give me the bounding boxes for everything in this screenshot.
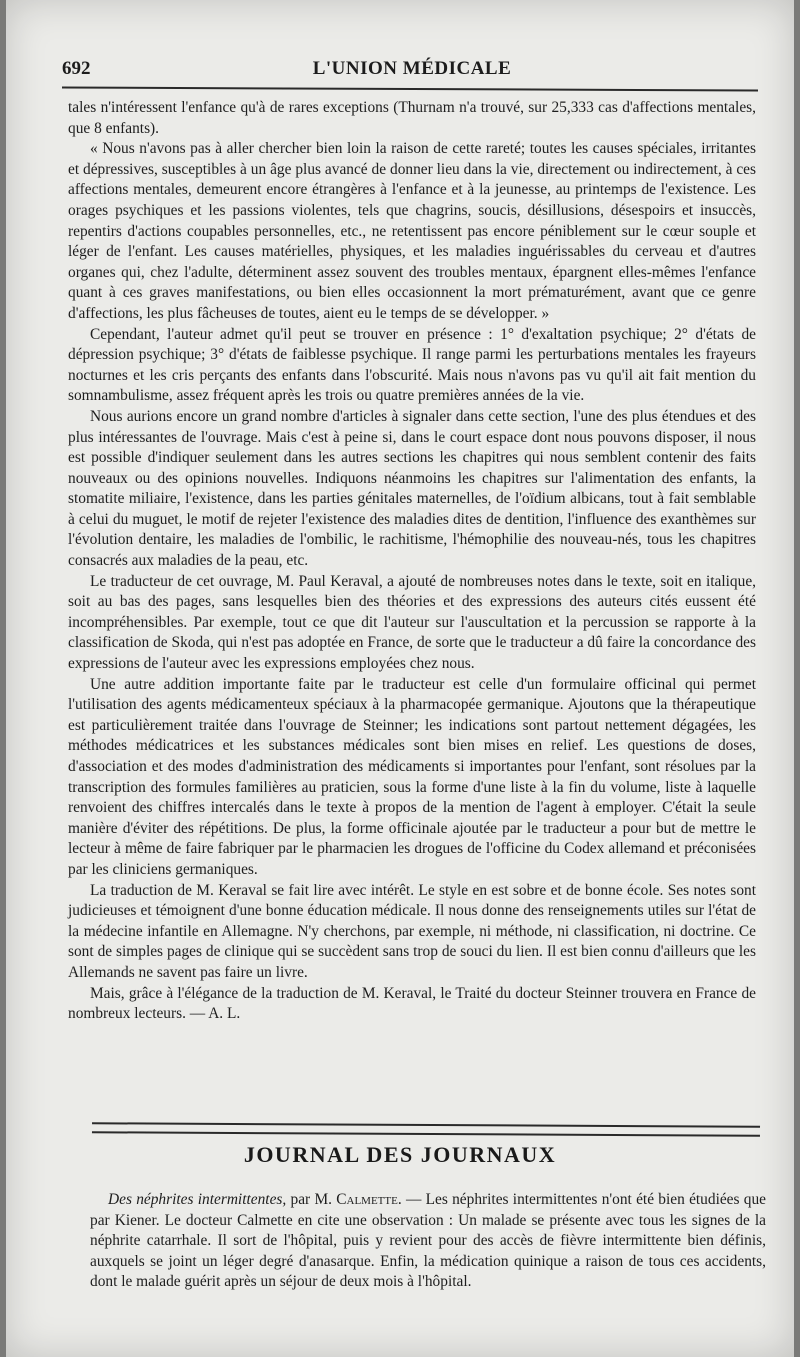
paragraph: « Nous n'avons pas à aller chercher bien loin la raison de cette rareté; toutes les causes spéciales, irritantes et dépressives, susceptibles à un âge plus avancé de donner lieu dans la vie, directement ou indirectement, à ces affections mentales, demeurent encore étrangères à l'enfance et à la jeunesse, au printemps de l'existence. Les orages psychiques et les passions violentes, tels que chagrins, soucis, désillusions, désespoirs et insuccès, repentirs d'actions coupables personnelles, etc., ne retentissent pas encore péniblement sur le cœur souple et léger de l'enfant. Les causes matérielles, physiques, et les maladies inguérissables du cerveau et d'autres organes qui, chez l'adulte, déterminent assez souvent des troubles mentaux, épargnent elles-mêmes l'enfance quant à ces graves manifestations, ou bien elles occasionnent la mort prématurément, avant que ce genre d'affections, les plus fâcheuses de toutes, aient eu le temps de se développer. » [68,140,756,322]
paragraph: Cependant, l'auteur admet qu'il peut se trouver en présence : 1° d'exaltation psychique; 2° d'états de dépression psychique; 3° d'états de faiblesse psychique. Il range parmi les perturbations mentales les frayeurs nocturnes et les cris perçants des enfants dans l'obscurité. Mais nous n'avons pas vu qu'il ait fait mention du somnambulisme, assez fréquent après les trois ou quatre premières années de la vie. [68,325,756,405]
page-number: 692 [62,58,91,79]
article-title: Des néphrites intermittentes, [108,1191,287,1208]
paragraph: Mais, grâce à l'élégance de la traduction de M. Keraval, le Traité du docteur Steinner trouvera en France de nombreux lecteurs. — A. L. [68,984,756,1023]
header-rule [62,86,758,91]
journal-entry [90,1190,766,1293]
section-title: JOURNAL DES JOURNAUX [243,1142,557,1167]
author-name: Calmette [336,1191,398,1208]
paragraph: tales n'intéressent l'enfance qu'à de rares exceptions (Thurnam n'a trouvé, sur 25,333 cas d'affections mentales, que 8 enfants). [68,99,756,137]
journal-paragraph [90,1190,766,1293]
page-header [62,58,762,84]
byline: par M. [286,1191,337,1208]
paragraph: La traduction de M. Keraval se fait lire avec intérêt. Le style en est sobre et de bonne école. Ses notes sont judicieuses et témoignent d'une bonne éducation médicale. Il nous donne des renseignements utiles sur l'état de la médecine infantile en Allemagne. N'y cherchons, par exemple, ni méthode, ni classification, ni doctrine. Ce sont de simples pages de clinique qui se succèdent sans trop de souci du lien. Il est bien connu d'ailleurs que les Allemands ne savent pas faire un livre. [68,881,756,981]
journal-text: . — Les néphrites intermittentes n'ont été bien étudiées que par Kiener. Le docteur Calmette en cite une observation : Un malade se présente avec tous les signes de la néphrite catarrhale. Il sort de l'hôpital, puis y revient pour des accès de fièvre intermittente bien définis, auxquels se joint un léger degré d'anasarque. Enfin, la médication quinique a raison de tous ces accidents, dont le malade guérit après un séjour de deux mois à l'hôpital. [90,1191,766,1291]
running-title: L'UNION MÉDICALE [312,58,512,79]
paragraph: Le traducteur de cet ouvrage, M. Paul Keraval, a ajouté de nombreuses notes dans le texte, soit en italique, soit au bas des pages, sans lesquelles bien des théories et des expressions des auteurs cités eussent été incompréhensibles. Par exemple, tout ce que dit l'auteur sur l'auscultation et la percussion se rapporte à la classification de Skoda, qui n'est pas adoptée en France, de sorte que le traducteur a dû faire la concordance des expressions de l'auteur avec les expressions employées chez nous. [68,572,756,673]
paragraph: Une autre addition importante faite par le traducteur est celle d'un formulaire officinal qui permet l'utilisation des agents médicamenteux spéciaux à la pharmacopée germanique. Ajoutons que la thérapeutique est particulièrement traitée dans l'ouvrage de Steinner; les indications sont partout nettement dégagées, les méthodes médicatrices et les substances médicales sont bien mises en relief. Les questions de doses, d'association et des modes d'administration des médicaments si importantes pour l'enfant, sont résolues par la transcription des formules familières au praticien, sous la forme d'une liste à la fin du volume, liste à laquelle renvoient des chiffres intercalés dans le texte à propos de la mention de l'agent à employer. C'était la seule manière d'éviter des répétitions. De plus, la forme officinale ajoutée par le traducteur a pour but de mettre le lecteur à même de faire fabriquer par le pharmacien les drogues de l'officine du Codex allemand et préconisées par les cliniciens germaniques. [68,675,756,878]
section-divider [92,1122,760,1136]
paragraph: Nous aurions encore un grand nombre d'articles à signaler dans cette section, l'une des plus étendues et des plus intéressantes de l'ouvrage. Mais c'est à peine si, dans le court espace dont nous pouvons disposer, il nous est possible d'indiquer seulement dans les autres sections les chapitres qui nous semblent contenir des faits nouveaux ou des opinions nouvelles. Indiquons néanmoins les chapitres sur l'alimentation des enfants, la stomatite miliaire, l'existence, dans les parties génitales maternelles, de l'oïdium albicans, tout à fait semblable à celui du muguet, le motif de rejeter l'existence des maladies dites de dentition, l'influence des exanthèmes sur l'évolution dentaire, les maladies de l'ombilic, le rachitisme, l'hémophilie des nouveau-nés, tous les chapitres consacrés aux maladies de la peau, etc. [68,407,756,570]
document-page [6,0,794,1357]
article-body [68,98,756,1025]
